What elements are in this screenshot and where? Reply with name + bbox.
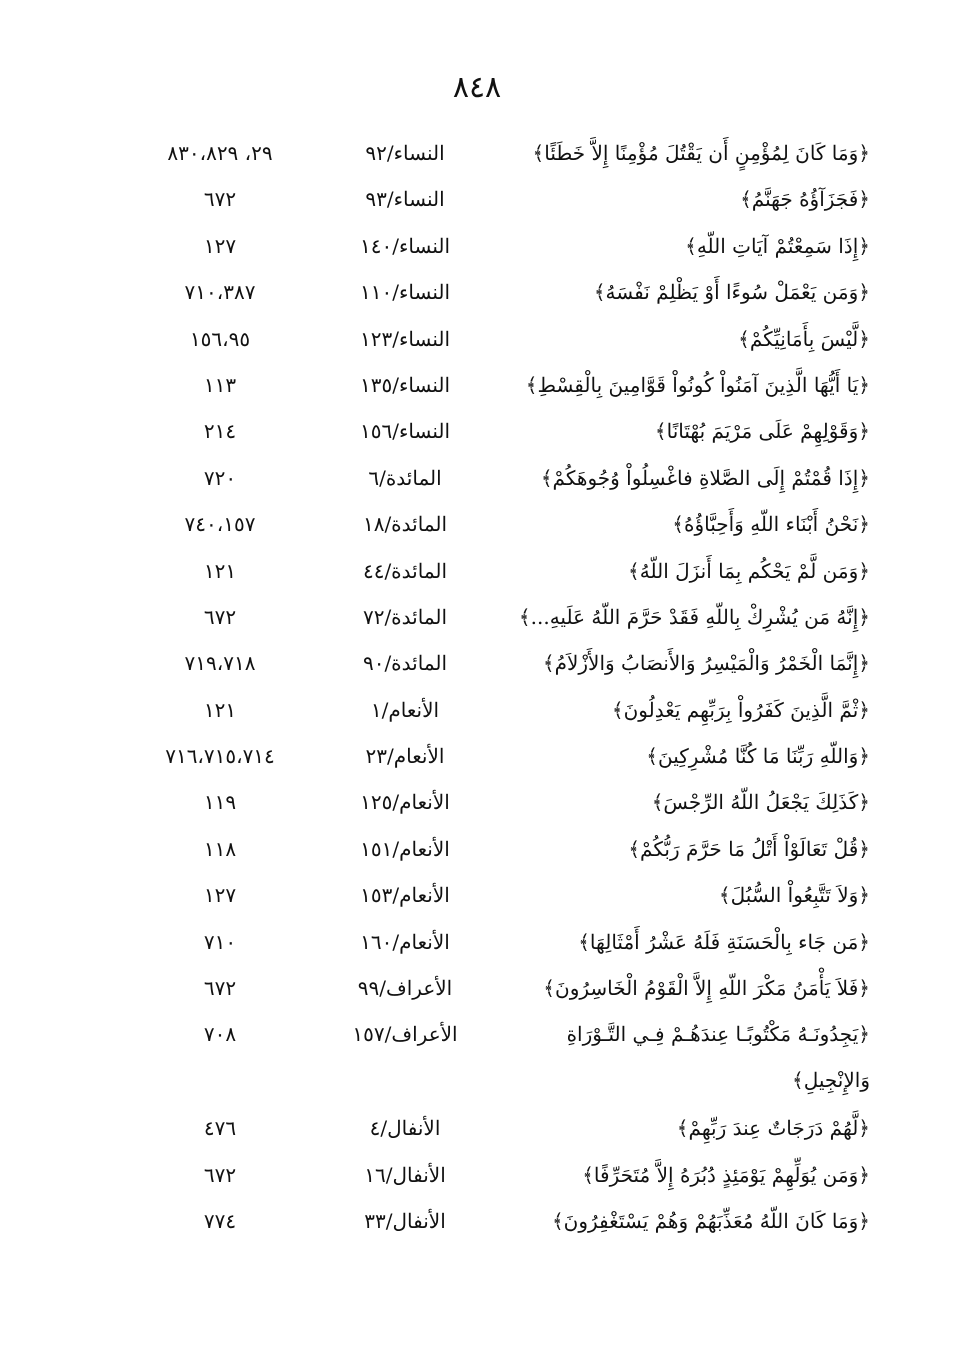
verse-reference: الأنعام/١٦٠ xyxy=(360,929,450,954)
index-row xyxy=(120,1198,870,1244)
page-references: ٦٧٢ xyxy=(203,187,237,212)
verse-text: ﴿وَمَا كَانَ اللّهُ مُعَذِّبَهُمْ وَهُمْ يَسْتَغْفِرُونَ﴾ xyxy=(551,1209,870,1234)
verse-text: ﴿إِنَّهُ مَن يُشْرِكْ بِاللّهِ فَقَدْ حَرَّمَ اللّهُ عَلَيهِ...﴾ xyxy=(518,604,870,629)
index-row xyxy=(120,919,870,965)
index-row xyxy=(120,965,870,1011)
verse-text: ﴿يَا أَيُّهَا الَّذِينَ آمَنُواْ كُونُواْ قَوَّامِينَ بِالْقِسْطِ﴾ xyxy=(525,372,870,397)
page-references: ٦٧٢ xyxy=(203,604,237,629)
verse-text: ﴿إِنَّمَا الْخَمْرُ وَالْمَيْسِرُ وَالأَنصَابُ وَالأَزْلاَمُ﴾ xyxy=(542,651,870,676)
verse-reference: المائدة/٦ xyxy=(368,465,442,490)
page-references: ١١٣ xyxy=(203,372,237,397)
index-row xyxy=(120,872,870,918)
index-row xyxy=(120,176,870,222)
verse-reference: الأنفال/٣٣ xyxy=(364,1209,446,1234)
index-row xyxy=(120,1152,870,1198)
page-references: ٧٤٠،١٥٧ xyxy=(184,512,256,537)
verse-reference: المائدة/٩٠ xyxy=(362,651,448,676)
index-row xyxy=(120,826,870,872)
index-row xyxy=(120,501,870,547)
verse-text: ﴿قُلْ تَعَالَوْاْ أَتْلُ مَا حَرَّمَ رَبُّكُمْ﴾ xyxy=(628,836,870,861)
page-references: ٧١٠ xyxy=(203,929,237,954)
verse-reference: الأنفال/١٦ xyxy=(364,1162,446,1187)
verse-text: ﴿نَحْنُ أَبْنَاء اللّهِ وَأَحِبَّاؤُهُ﴾ xyxy=(672,512,870,537)
verse-reference: المائدة/١٨ xyxy=(362,512,448,537)
verse-reference: المائدة/٧٢ xyxy=(362,604,448,629)
verse-text: ﴿إِذَا قُمْتُمْ إِلَى الصَّلاةِ فاغْسِلُواْ وُجُوهَكُمْ﴾ xyxy=(540,465,870,490)
verse-reference: الأنعام/١٢٥ xyxy=(360,790,450,815)
index-row xyxy=(120,408,870,454)
index-row xyxy=(120,362,870,408)
index-row xyxy=(120,455,870,501)
verse-reference: الأنفال/٤ xyxy=(369,1116,441,1141)
index-row xyxy=(120,733,870,779)
index-row xyxy=(120,548,870,594)
page-references: ١٢٧ xyxy=(203,883,237,908)
page-references: ١٢١ xyxy=(203,558,237,583)
page-references: ٧١٩،٧١٨ xyxy=(184,651,256,676)
verse-text: ﴿فَجَزَآؤُهُ جَهَنَّمُ﴾ xyxy=(740,187,870,212)
page-references: ٦٧٢ xyxy=(203,976,237,1001)
verse-text: ﴿لَّيْسَ بِأَمَانِيِّكُمْ﴾ xyxy=(738,326,870,351)
page-references: ١٢٧ xyxy=(203,233,237,258)
verse-text: ﴿فَلاَ يَأْمَنُ مَكْرَ اللّهِ إِلاَّ الْقَوْمُ الْخَاسِرُونَ﴾ xyxy=(543,976,870,1001)
verse-text: ﴿ثْمَّ الَّذِينَ كَفَرُواْ بِرَبِّهِم يَعْدِلُونَ﴾ xyxy=(611,697,870,722)
page-references: ٧١٠،٣٨٧ xyxy=(184,280,256,305)
verse-reference: الأنعام/١٥١ xyxy=(360,836,450,861)
verse-text: ﴿إِذَا سَمِعْتُمْ آيَاتِ اللّهِ﴾ xyxy=(685,233,870,258)
index-row xyxy=(120,687,870,733)
verse-reference: الأنعام/١ xyxy=(370,697,440,722)
verse-text: ﴿وَمَن يُوَلِّهِمْ يَوْمَئِذٍ دُبُرَهُ إِلاَّ مُتَحَرِّفًا﴾ xyxy=(582,1162,870,1187)
verse-text: ﴿يَجِدُونَـهُ مَكْتُوبًـا عِندَهُـمْ فِـي التَّـوْرَاةِ وَالإِنْجِيلِ﴾ xyxy=(566,1022,870,1093)
index-row xyxy=(120,269,870,315)
verse-reference: النساء/١٤٠ xyxy=(360,233,450,258)
index-row xyxy=(120,316,870,362)
page-references: ٢١٤ xyxy=(203,419,237,444)
index-row xyxy=(120,223,870,269)
index-row xyxy=(120,594,870,640)
verse-text: ﴿وَقَوْلِهِمْ عَلَى مَرْيَمَ بُهْتَانًا﴾ xyxy=(654,419,870,444)
page-number: ٨٤٨ xyxy=(452,70,502,105)
verse-index-table xyxy=(120,130,870,1245)
verse-text: ﴿وَمَن لَّمْ يَحْكُم بِمَا أَنزَلَ اللّهُ﴾ xyxy=(628,558,870,583)
verse-reference: الأنعام/٢٣ xyxy=(365,744,445,769)
page-references: ١١٨ xyxy=(203,836,237,861)
index-row xyxy=(120,1105,870,1151)
verse-reference: النساء/١٢٣ xyxy=(360,326,450,351)
verse-reference: الأنعام/١٥٣ xyxy=(360,883,450,908)
verse-reference: النساء/٩٣ xyxy=(365,187,445,212)
page-references: ٧١٦،٧١٥،٧١٤ xyxy=(165,744,275,769)
verse-text: ﴿مَن جَاء بِالْحَسَنَةِ فَلَهُ عَشْرُ أَمْثَالِهَا﴾ xyxy=(578,929,870,954)
verse-text: ﴿وَمَا كَانَ لِمُؤْمِنٍ أَن يَقْتُلَ مُؤْمِنًا إِلاَّ خَطَئًا﴾ xyxy=(532,141,870,165)
page-references: ٤٧٦ xyxy=(203,1116,237,1141)
verse-text: ﴿وَلاَ تَتَّبِعُواْ السُّبُلَ﴾ xyxy=(718,883,870,908)
verse-text: ﴿وَاللّهِ رَبِّنَا مَا كُنَّا مُشْرِكِينَ﴾ xyxy=(646,744,870,769)
page-references: ١١٩ xyxy=(203,790,237,815)
index-row xyxy=(120,779,870,825)
verse-reference: النساء/١٥٦ xyxy=(360,419,450,444)
page-references: ٧٧٤ xyxy=(203,1209,237,1234)
page-references: ٧٠٨ xyxy=(203,1022,237,1047)
verse-text: ﴿لَّهُمْ دَرَجَاتٌ عِندَ رَبِّهِمْ﴾ xyxy=(676,1116,870,1141)
verse-reference: النساء/٩٢ xyxy=(365,141,445,165)
page-references: ١٥٦،٩٥ xyxy=(189,326,251,351)
verse-reference: الأعراف/٩٩ xyxy=(357,976,453,1001)
index-row xyxy=(120,640,870,686)
page-references: ٦٧٢ xyxy=(203,1162,237,1187)
index-row xyxy=(120,130,870,176)
verse-reference: الأعراف/١٥٧ xyxy=(352,1022,458,1047)
index-row xyxy=(120,1011,870,1105)
verse-text: ﴿كَذَلِكَ يَجْعَلُ اللّهُ الرِّجْسَ﴾ xyxy=(651,790,870,815)
page-references: ٢٩، ٨٣٠،٨٢٩ xyxy=(167,141,273,165)
verse-text: ﴿وَمَن يَعْمَلْ سُوءًا أَوْ يَظْلِمْ نَفْسَهُ﴾ xyxy=(593,280,870,305)
verse-reference: المائدة/٤٤ xyxy=(362,558,448,583)
page-references: ١٢١ xyxy=(203,697,237,722)
verse-reference: النساء/١٣٥ xyxy=(360,372,450,397)
page-references: ٧٢٠ xyxy=(203,465,237,490)
verse-reference: النساء/١١٠ xyxy=(360,280,450,305)
